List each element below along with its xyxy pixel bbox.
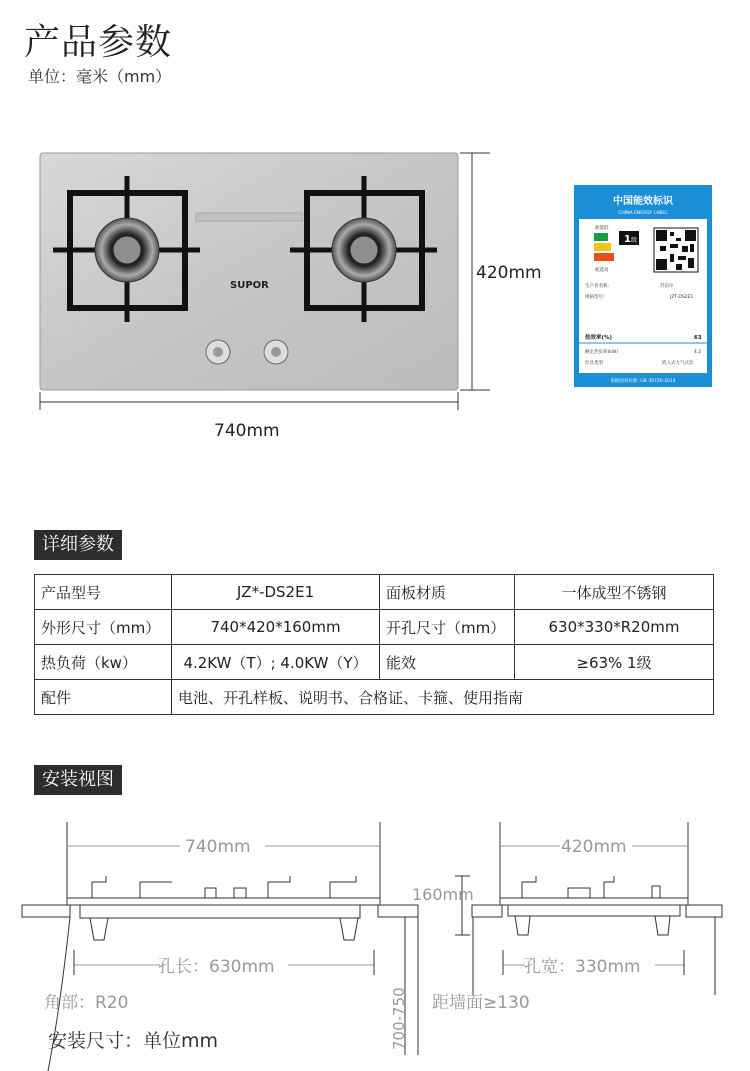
table-row <box>35 575 714 610</box>
qr-code <box>654 228 698 272</box>
spec-value: 4.2KW（T）; 4.0KW（Y） <box>172 645 380 680</box>
energy-maker-key: 生产者名称: <box>585 284 610 289</box>
width-dimension <box>40 392 458 410</box>
spec-value: 电池、开孔样板、说明书、合格证、卡箍、使用指南 <box>172 680 714 715</box>
spec-value: ≥63% 1级 <box>515 645 714 680</box>
install-hole-width: 孔宽：330mm <box>524 957 641 977</box>
energy-type-val: 嵌入式大气式灶 <box>662 361 694 366</box>
table-row <box>35 645 714 680</box>
install-side-width: 420mm <box>561 837 627 857</box>
install-height: 160mm <box>412 885 474 904</box>
install-front-width: 740mm <box>185 837 251 857</box>
height-label: 420mm <box>476 263 542 283</box>
energy-grade: 1 <box>624 234 631 245</box>
energy-grade-suffix: 级 <box>631 237 638 244</box>
install-cabinet-height: 700-750 <box>390 987 408 1050</box>
page-title: 产品参数 <box>24 22 173 63</box>
cooktop-figure <box>0 140 750 450</box>
energy-type-key: 灶具类型 <box>585 361 603 366</box>
unit-note: 单位：毫米（mm） <box>28 67 172 86</box>
energy-load-val: 4.2 <box>694 350 702 355</box>
table-row <box>35 610 714 645</box>
spec-key: 配件 <box>35 680 172 715</box>
energy-high-label: 耗能高 <box>595 268 609 273</box>
energy-maker-val: 苏泊尔 <box>660 284 674 289</box>
energy-load-key: 额定热负荷(kW) <box>585 350 619 355</box>
energy-low-label: 耗能低 <box>595 226 609 231</box>
energy-eff-val: 63 <box>694 335 702 341</box>
install-wall-distance: 距墙面≥130 <box>432 993 530 1013</box>
spec-key: 外形尺寸（mm） <box>35 610 172 645</box>
spec-value: 一体成型不锈钢 <box>515 575 714 610</box>
spec-value: 630*330*R20mm <box>515 610 714 645</box>
brand-logo: SUPOR <box>230 280 269 291</box>
spec-key: 面板材质 <box>380 575 515 610</box>
energy-eff-key: 热效率(%) <box>585 335 613 341</box>
width-label: 740mm <box>214 421 280 441</box>
install-hole-length: 孔长：630mm <box>158 957 275 977</box>
section-header-details: 详细参数 <box>34 530 122 560</box>
spec-key: 开孔尺寸（mm） <box>380 610 515 645</box>
spec-key: 产品型号 <box>35 575 172 610</box>
install-caption: 安装尺寸：单位mm <box>48 1030 219 1052</box>
energy-model-key: 规格型号: <box>585 295 605 300</box>
install-corner: 角部：R20 <box>44 993 129 1013</box>
energy-label-title: 中国能效标识 <box>613 196 673 207</box>
spec-value: JZ*-DS2E1 <box>172 575 380 610</box>
spec-value: 740*420*160mm <box>172 610 380 645</box>
section-header-install: 安装视图 <box>34 765 122 795</box>
energy-label-subtitle: CHINA ENERGY LABEL <box>618 211 668 216</box>
energy-model-val: JZT-DS2E1 <box>670 295 694 300</box>
energy-label <box>574 185 712 387</box>
install-drawing <box>0 810 750 1071</box>
spec-key: 能效 <box>380 645 515 680</box>
table-row <box>35 680 714 715</box>
energy-footer: 依据国家标准: GB 30720-2014 <box>610 379 676 384</box>
spec-key: 热负荷（kw） <box>35 645 172 680</box>
spec-table <box>34 574 714 715</box>
